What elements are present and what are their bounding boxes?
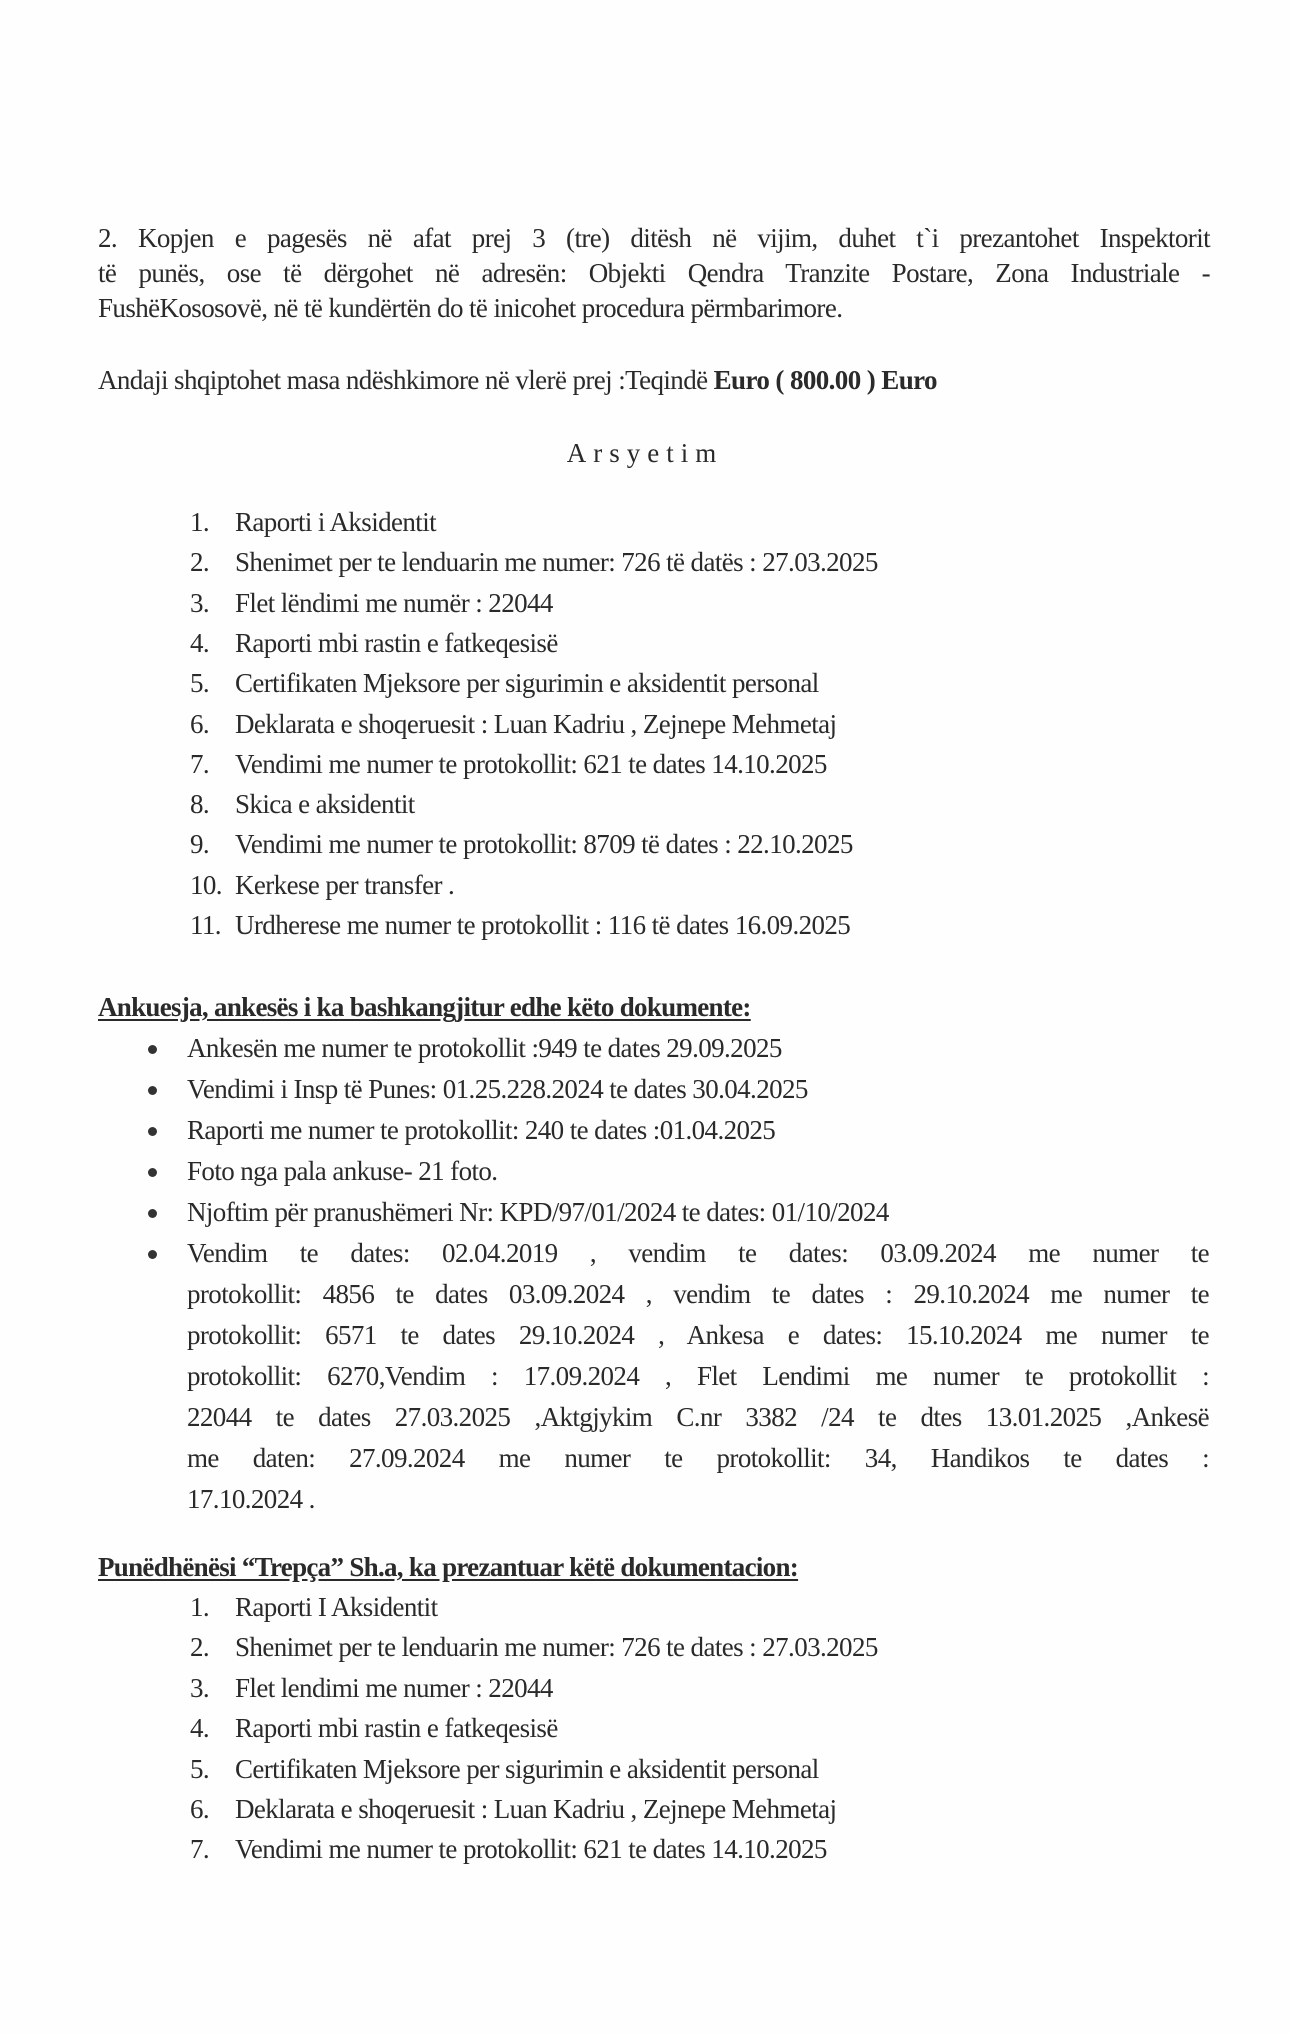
list-item-number: 1. xyxy=(190,1592,210,1622)
employer-heading: Punëdhënësi “Trepça” Sh.a, ka prezantuar këtë dokumentacion: xyxy=(98,1552,799,1582)
section-title-arsyetim: Arsyetim xyxy=(566,438,724,468)
list-item-text: Raporti mbi rastin e fatkeqesisë xyxy=(235,627,558,658)
list-item-text: Kerkese per transfer . xyxy=(235,869,455,900)
list-item-text: Raporti i Aksidentit xyxy=(235,507,436,537)
bullet-item-long-line: Vendim te dates: 02.04.2019 , vendim te dates: 03.09.2024 me numer te xyxy=(187,1238,1209,1268)
bullet-item-long-line: 22044 te dates 27.03.2025 ,Aktgjykim C.nr 3382 /24 te dtes 13.01.2025 ,Ankesë xyxy=(187,1402,1209,1432)
list-item-number: 3. xyxy=(190,1672,210,1703)
bullet-icon xyxy=(148,1045,157,1054)
list-item-number: 4. xyxy=(190,627,210,658)
list-item-text: Certifikaten Mjeksore per sigurimin e aksidentit personal xyxy=(235,1753,819,1784)
list-item-number: 7. xyxy=(190,748,210,779)
list-item-number: 5. xyxy=(190,1753,210,1784)
bullet-item-long-line: 17.10.2024 . xyxy=(187,1484,315,1514)
bullet-item-long-line: me daten: 27.09.2024 me numer te protokollit: 34, Handikos te dates : xyxy=(187,1443,1209,1473)
list-item-number: 2. xyxy=(190,547,210,578)
list-item-number: 6. xyxy=(190,708,210,739)
list-item-text: Vendimi me numer te protokollit: 621 te dates 14.10.2025 xyxy=(235,748,827,779)
bullet-icon xyxy=(148,1250,157,1259)
list-item-text: Vendimi me numer te protokollit: 8709 të dates : 22.10.2025 xyxy=(235,829,853,860)
list-item-number: 10. xyxy=(190,869,222,900)
complainant-heading: Ankuesja, ankesës i ka bashkangjitur edhe këto dokumente: xyxy=(98,992,751,1022)
bullet-item: Njoftim për pranushëmeri Nr: KPD/97/01/2024 te dates: 01/10/2024 xyxy=(187,1197,889,1227)
list-item-text: Deklarata e shoqeruesit : Luan Kadriu , Zejnepe Mehmetaj xyxy=(235,708,837,739)
list-item-number: 2. xyxy=(190,1632,210,1663)
list-item-number: 1. xyxy=(190,507,210,537)
list-item-text: Urdherese me numer te protokollit : 116 të dates 16.09.2025 xyxy=(235,910,851,940)
bullet-item: Vendimi i Insp të Punes: 01.25.228.2024 te dates 30.04.2025 xyxy=(187,1074,808,1104)
list-item-number: 4. xyxy=(190,1713,210,1744)
bullet-icon xyxy=(148,1086,157,1095)
bullet-item-long-line: protokollit: 6571 te dates 29.10.2024 , Ankesa e dates: 15.10.2024 me numer te xyxy=(187,1320,1209,1350)
list-item-text: Certifikaten Mjeksore per sigurimin e aksidentit personal xyxy=(235,668,819,699)
payment-paragraph-line-3: FushëKososovë, në të kundërtën do të inicohet procedura përmbarimore. xyxy=(98,293,843,323)
bullet-item: Ankesën me numer te protokollit :949 te dates 29.09.2025 xyxy=(187,1033,782,1063)
bullet-icon xyxy=(148,1127,157,1136)
list-item-text: Deklarata e shoqeruesit : Luan Kadriu , Zejnepe Mehmetaj xyxy=(235,1794,837,1824)
list-item-number: 6. xyxy=(190,1794,210,1824)
list-item-text: Skica e aksidentit xyxy=(235,789,415,820)
payment-paragraph-line-1: 2. Kopjen e pagesës në afat prej 3 (tre) ditësh në vijim, duhet t`i prezantohet Inspektorit xyxy=(98,223,1210,253)
payment-paragraph-line-2: të punës, ose të dërgohet në adresën: Objekti Qendra Tranzite Postare, Zona Industriale - xyxy=(98,258,1210,288)
list-item-text: Raporti mbi rastin e fatkeqesisë xyxy=(235,1713,558,1744)
list-item-text: Raporti I Aksidentit xyxy=(235,1592,438,1622)
list-item-text: Flet lendimi me numer : 22044 xyxy=(235,1672,553,1703)
list-item-number: 9. xyxy=(190,829,210,860)
bullet-icon xyxy=(148,1168,157,1177)
bullet-item: Raporti me numer te protokollit: 240 te dates :01.04.2025 xyxy=(187,1115,776,1145)
penalty-statement xyxy=(98,363,937,397)
bullet-icon xyxy=(148,1209,157,1218)
list-item-number: 11. xyxy=(190,910,221,940)
list-item-number: 8. xyxy=(190,789,210,820)
penalty-amount: Euro ( 800.00 ) Euro xyxy=(713,365,937,395)
bullet-item-long-line: protokollit: 4856 te dates 03.09.2024 , vendim te dates : 29.10.2024 me numer te xyxy=(187,1279,1209,1309)
list-item-number: 3. xyxy=(190,587,210,618)
list-item-text: Shenimet per te lenduarin me numer: 726 të datës : 27.03.2025 xyxy=(235,547,878,578)
list-item-number: 5. xyxy=(190,668,210,699)
bullet-item: Foto nga pala ankuse- 21 foto. xyxy=(187,1156,498,1186)
list-item-text: Shenimet per te lenduarin me numer: 726 te dates : 27.03.2025 xyxy=(235,1632,878,1663)
list-item-text: Vendimi me numer te protokollit: 621 te dates 14.10.2025 xyxy=(235,1834,827,1865)
list-item-number: 7. xyxy=(190,1834,210,1865)
penalty-prefix: Andaji shqiptohet masa ndëshkimore në vlerë prej :Teqindë xyxy=(98,365,714,395)
bullet-item-long-line: protokollit: 6270,Vendim : 17.09.2024 , Flet Lendimi me numer te protokollit : xyxy=(187,1361,1209,1391)
list-item-text: Flet lëndimi me numër : 22044 xyxy=(235,587,553,618)
